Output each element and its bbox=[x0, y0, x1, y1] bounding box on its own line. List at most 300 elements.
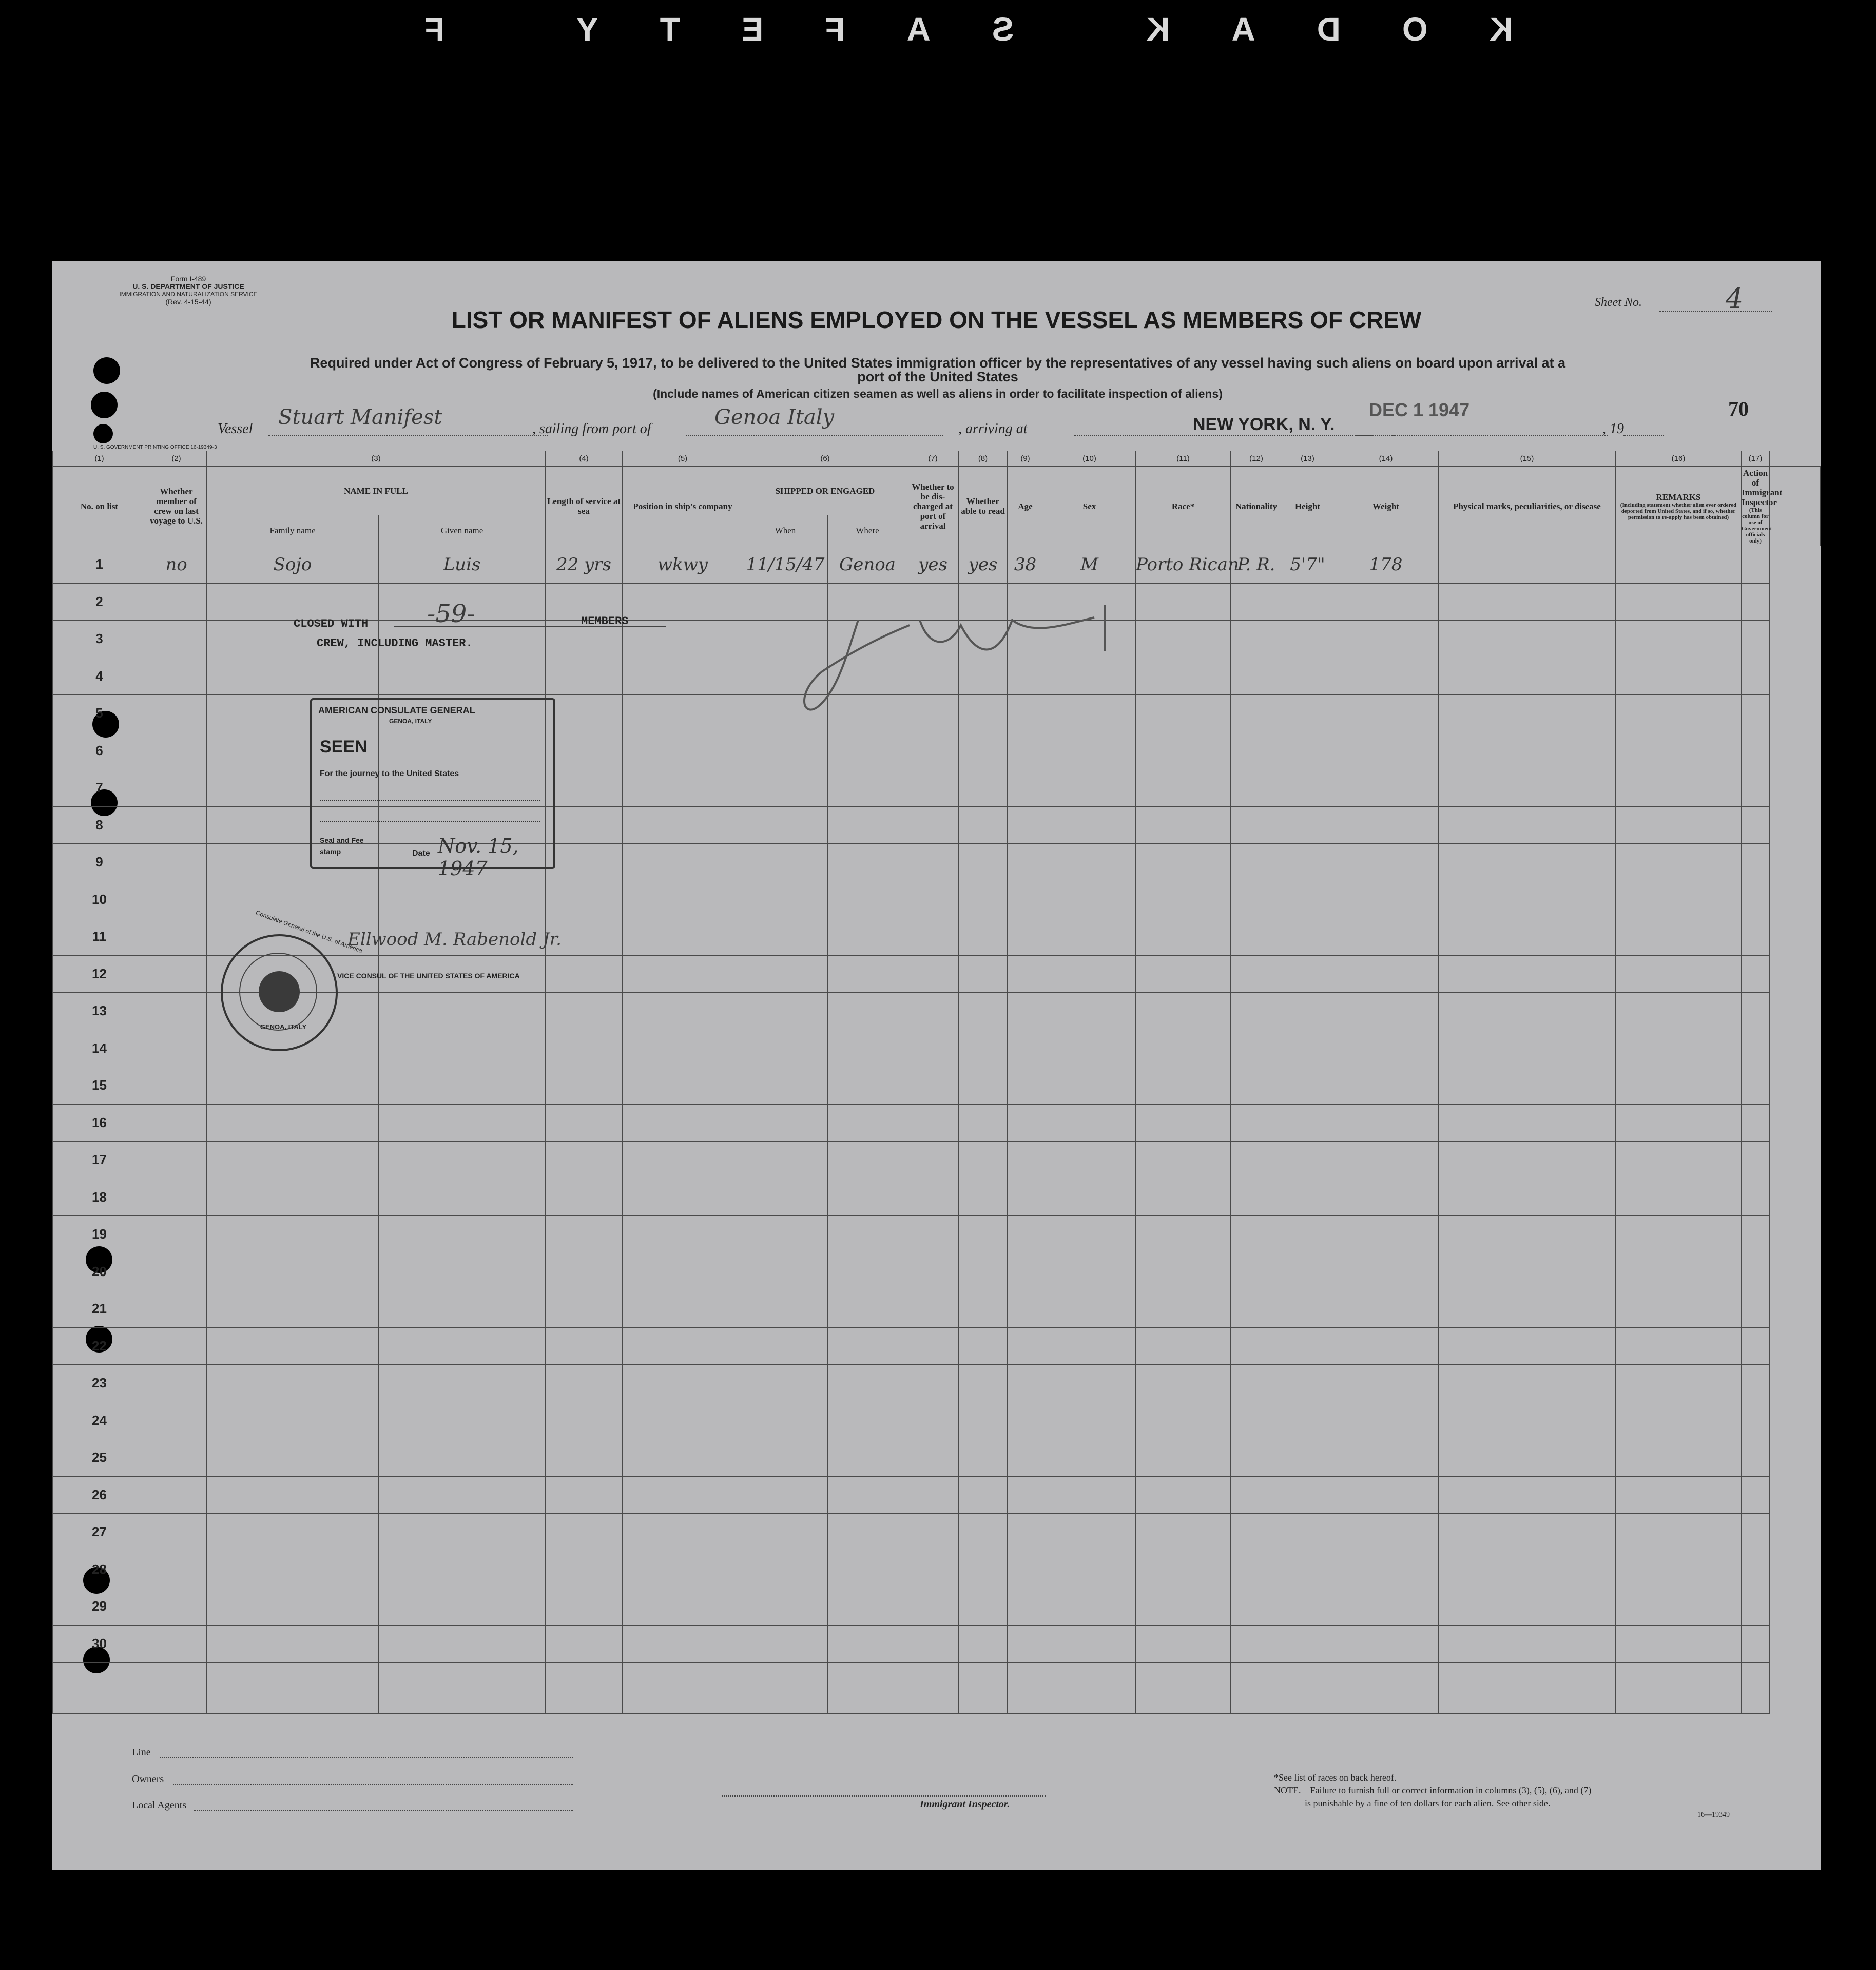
row-number: 26 bbox=[53, 1476, 146, 1514]
cell-last-voyage bbox=[146, 695, 207, 732]
cell-discharged: yes bbox=[907, 546, 959, 584]
penalty-note-1: NOTE.—Failure to furnish full or correct information in columns (3), (5), (6), and (7) bbox=[1274, 1785, 1592, 1795]
cell-empty bbox=[1616, 1402, 1742, 1439]
cell-service bbox=[546, 695, 623, 732]
cell-empty bbox=[1616, 583, 1742, 621]
column-number: (3) bbox=[207, 451, 546, 467]
cell-position bbox=[623, 1551, 743, 1588]
cell-discharged bbox=[907, 844, 959, 881]
cell-empty bbox=[53, 1663, 146, 1714]
cell-when bbox=[743, 1253, 828, 1290]
cell-height bbox=[1282, 1142, 1333, 1179]
cell-when bbox=[743, 1514, 828, 1551]
column-header bbox=[1282, 467, 1333, 546]
cell-race bbox=[1136, 583, 1231, 621]
cell-empty bbox=[1616, 1663, 1742, 1714]
column-number: (10) bbox=[1043, 451, 1136, 467]
cell-given bbox=[379, 1402, 546, 1439]
cell-family bbox=[207, 881, 379, 918]
cell-empty bbox=[1439, 1365, 1616, 1402]
cell-race bbox=[1136, 1104, 1231, 1142]
cell-family bbox=[207, 1142, 379, 1179]
cell-empty bbox=[546, 1663, 623, 1714]
cell-empty bbox=[1282, 1663, 1333, 1714]
cell-weight bbox=[1333, 621, 1439, 658]
cell-discharged bbox=[907, 1253, 959, 1290]
cell-position bbox=[623, 1476, 743, 1514]
cell-where bbox=[828, 1253, 907, 1290]
cell-weight: 178 bbox=[1333, 546, 1439, 584]
cell-empty bbox=[907, 1663, 959, 1714]
cell-where bbox=[828, 1402, 907, 1439]
cell-when bbox=[743, 1588, 828, 1626]
cell-read bbox=[959, 1551, 1008, 1588]
table-row bbox=[53, 1625, 1821, 1663]
cell-last-voyage bbox=[146, 1253, 207, 1290]
cell-empty bbox=[1616, 881, 1742, 918]
cell-last-voyage bbox=[146, 1402, 207, 1439]
cell-read bbox=[959, 918, 1008, 956]
cell-sex: M bbox=[1043, 546, 1136, 584]
inspector-signature-line bbox=[722, 1795, 1046, 1797]
cell-race bbox=[1136, 1030, 1231, 1067]
cell-nationality bbox=[1231, 1179, 1282, 1216]
cell-position bbox=[623, 1253, 743, 1290]
cell-family bbox=[207, 1625, 379, 1663]
cell-last-voyage bbox=[146, 806, 207, 844]
cell-age bbox=[1008, 1327, 1043, 1365]
cell-weight bbox=[1333, 881, 1439, 918]
cell-race: Porto Rican bbox=[1136, 546, 1231, 584]
cell-family bbox=[207, 658, 379, 695]
cell-empty bbox=[743, 1663, 828, 1714]
cell-sex bbox=[1043, 1365, 1136, 1402]
cell-read bbox=[959, 1476, 1008, 1514]
cell-height bbox=[1282, 1365, 1333, 1402]
cell-empty bbox=[1742, 1179, 1770, 1216]
column-number: (1) bbox=[53, 451, 146, 467]
cell-read bbox=[959, 1179, 1008, 1216]
column-subheader: When bbox=[743, 515, 828, 546]
column-header bbox=[1616, 467, 1742, 546]
arrival-date: DEC 1 1947 bbox=[1369, 399, 1470, 420]
cell-empty bbox=[1742, 769, 1770, 807]
cell-height bbox=[1282, 769, 1333, 807]
cell-position bbox=[623, 769, 743, 807]
cell-given bbox=[379, 1551, 546, 1588]
cell-race bbox=[1136, 769, 1231, 807]
column-number: (16) bbox=[1616, 451, 1742, 467]
cell-sex bbox=[1043, 1588, 1136, 1626]
cell-service bbox=[546, 732, 623, 769]
cell-service bbox=[546, 993, 623, 1030]
cell-last-voyage bbox=[146, 1142, 207, 1179]
table-row bbox=[53, 1476, 1821, 1514]
consul-signature: Ellwood M. Rabenold Jr. bbox=[347, 929, 562, 950]
cell-where bbox=[828, 769, 907, 807]
column-number: (9) bbox=[1008, 451, 1043, 467]
column-number: (6) bbox=[743, 451, 907, 467]
stamp-city: GENOA, ITALY bbox=[389, 718, 432, 725]
closed-with-line-2: CREW, INCLUDING MASTER. bbox=[317, 637, 473, 650]
cell-last-voyage bbox=[146, 955, 207, 993]
cell-last-voyage bbox=[146, 1216, 207, 1253]
column-header-label: Age bbox=[1018, 501, 1033, 511]
arriving-line bbox=[1074, 435, 1395, 436]
cell-empty bbox=[828, 1663, 907, 1714]
cell-race bbox=[1136, 1588, 1231, 1626]
cell-age bbox=[1008, 1625, 1043, 1663]
cell-given bbox=[379, 1476, 546, 1514]
subtitle-line-3: (Include names of American citizen seamen as well as aliens in order to facilitate inspection of aliens) bbox=[653, 387, 1223, 400]
cell-nationality bbox=[1231, 1253, 1282, 1290]
cell-empty bbox=[1742, 1216, 1770, 1253]
cell-empty bbox=[1742, 993, 1770, 1030]
row-number: 12 bbox=[53, 955, 146, 993]
cell-discharged bbox=[907, 918, 959, 956]
cell-nationality bbox=[1231, 1625, 1282, 1663]
cell-when bbox=[743, 1104, 828, 1142]
cell-discharged bbox=[907, 1365, 959, 1402]
arriving-port: NEW YORK, N. Y. bbox=[1193, 415, 1335, 434]
cell-given bbox=[379, 658, 546, 695]
column-header-note: (Including statement whether alien ever ordered deported from United States, and if so, whether permission to re-apply has been obtained) bbox=[1620, 501, 1737, 520]
cell-discharged bbox=[907, 1179, 959, 1216]
cell-empty bbox=[1742, 1402, 1770, 1439]
cell-service bbox=[546, 1625, 623, 1663]
manifest-sheet bbox=[52, 261, 1821, 1870]
cell-weight bbox=[1333, 1290, 1439, 1328]
consulate-seal-icon bbox=[221, 934, 338, 1051]
cell-empty bbox=[1439, 546, 1616, 584]
column-number: (4) bbox=[546, 451, 623, 467]
stamp-dotted-2 bbox=[320, 821, 540, 822]
cell-age bbox=[1008, 1365, 1043, 1402]
cell-discharged bbox=[907, 993, 959, 1030]
column-number: (7) bbox=[907, 451, 959, 467]
cell-discharged bbox=[907, 1327, 959, 1365]
cell-service bbox=[546, 1588, 623, 1626]
cell-where bbox=[828, 918, 907, 956]
table-row bbox=[53, 1216, 1821, 1253]
cell-empty bbox=[1616, 1290, 1742, 1328]
closed-with-members: MEMBERS bbox=[581, 615, 629, 628]
cell-service bbox=[546, 1290, 623, 1328]
cell-given bbox=[379, 1253, 546, 1290]
cell-weight bbox=[1333, 1588, 1439, 1626]
cell-empty bbox=[1616, 546, 1742, 584]
cell-race bbox=[1136, 1179, 1231, 1216]
cell-discharged bbox=[907, 1290, 959, 1328]
cell-empty bbox=[1742, 806, 1770, 844]
table-row bbox=[53, 1402, 1821, 1439]
form-header-block bbox=[101, 275, 276, 306]
cell-service bbox=[546, 844, 623, 881]
cell-last-voyage bbox=[146, 1067, 207, 1105]
cell-age bbox=[1008, 732, 1043, 769]
footer-agents-field bbox=[194, 1810, 573, 1811]
column-header: NAME IN FULL bbox=[207, 467, 546, 515]
cell-empty bbox=[1616, 658, 1742, 695]
cell-age bbox=[1008, 1142, 1043, 1179]
cell-empty bbox=[1742, 1439, 1770, 1477]
cell-empty bbox=[1742, 546, 1770, 584]
cell-nationality bbox=[1231, 769, 1282, 807]
cell-sex bbox=[1043, 1551, 1136, 1588]
cell-weight bbox=[1333, 1327, 1439, 1365]
cell-age bbox=[1008, 769, 1043, 807]
cell-position bbox=[623, 1067, 743, 1105]
vessel-line bbox=[268, 435, 548, 436]
cell-race bbox=[1136, 881, 1231, 918]
cell-nationality bbox=[1231, 881, 1282, 918]
column-header-label: Position in ship's company bbox=[633, 501, 732, 511]
cell-sex bbox=[1043, 844, 1136, 881]
cell-empty bbox=[1439, 955, 1616, 993]
cell-position bbox=[623, 1402, 743, 1439]
column-number: (14) bbox=[1333, 451, 1439, 467]
cell-read bbox=[959, 1625, 1008, 1663]
consulate-seen-stamp bbox=[310, 698, 555, 880]
cell-position bbox=[623, 1327, 743, 1365]
cell-position bbox=[623, 881, 743, 918]
cell-sex bbox=[1043, 1104, 1136, 1142]
cell-empty bbox=[1439, 1104, 1616, 1142]
row-number: 30 bbox=[53, 1625, 146, 1663]
row-number: 10 bbox=[53, 881, 146, 918]
cell-age bbox=[1008, 1476, 1043, 1514]
cell-position bbox=[623, 1625, 743, 1663]
closed-with-count: -59- bbox=[427, 600, 475, 628]
column-number: (11) bbox=[1136, 451, 1231, 467]
cell-empty bbox=[1439, 583, 1616, 621]
cell-family bbox=[207, 583, 379, 621]
cell-sex bbox=[1043, 993, 1136, 1030]
cell-empty bbox=[1439, 918, 1616, 956]
cell-when bbox=[743, 1551, 828, 1588]
cell-height bbox=[1282, 1030, 1333, 1067]
column-header bbox=[1439, 467, 1616, 546]
cell-sex bbox=[1043, 1253, 1136, 1290]
cell-empty bbox=[1616, 844, 1742, 881]
cell-last-voyage bbox=[146, 993, 207, 1030]
cell-empty bbox=[1616, 918, 1742, 956]
cell-nationality bbox=[1231, 993, 1282, 1030]
cell-when bbox=[743, 1142, 828, 1179]
cell-empty bbox=[1439, 695, 1616, 732]
cell-empty bbox=[1439, 1067, 1616, 1105]
cell-family bbox=[207, 1551, 379, 1588]
cell-empty bbox=[1616, 1327, 1742, 1365]
cell-nationality bbox=[1231, 1290, 1282, 1328]
column-header-label: Length of service at sea bbox=[547, 496, 621, 516]
cell-empty bbox=[1742, 881, 1770, 918]
column-header-label: REMARKS bbox=[1656, 492, 1701, 502]
sailing-label: , sailing from port of bbox=[532, 421, 651, 437]
cell-where bbox=[828, 955, 907, 993]
film-edge-text: KODAK SAFETY F bbox=[363, 11, 1513, 48]
cell-when bbox=[743, 955, 828, 993]
cell-empty bbox=[623, 1663, 743, 1714]
cell-height bbox=[1282, 1476, 1333, 1514]
cell-given bbox=[379, 1179, 546, 1216]
cell-family bbox=[207, 1402, 379, 1439]
cell-height bbox=[1282, 918, 1333, 956]
cell-where bbox=[828, 993, 907, 1030]
cell-given bbox=[379, 1104, 546, 1142]
cell-where bbox=[828, 1365, 907, 1402]
cell-empty bbox=[1616, 806, 1742, 844]
cell-weight bbox=[1333, 1439, 1439, 1477]
year-line bbox=[1623, 435, 1664, 436]
cell-last-voyage bbox=[146, 1290, 207, 1328]
cell-race bbox=[1136, 918, 1231, 956]
cell-race bbox=[1136, 1625, 1231, 1663]
cell-discharged bbox=[907, 1476, 959, 1514]
cell-read bbox=[959, 1142, 1008, 1179]
cell-nationality bbox=[1231, 658, 1282, 695]
cell-nationality bbox=[1231, 918, 1282, 956]
cell-empty bbox=[1742, 918, 1770, 956]
punch-hole-icon bbox=[93, 357, 120, 384]
table-row bbox=[53, 1179, 1821, 1216]
cell-empty bbox=[1439, 1142, 1616, 1179]
cell-sex bbox=[1043, 1216, 1136, 1253]
cell-height bbox=[1282, 806, 1333, 844]
cell-given bbox=[379, 1030, 546, 1067]
column-number: (17) bbox=[1742, 451, 1770, 467]
cell-weight bbox=[1333, 1625, 1439, 1663]
row-number: 14 bbox=[53, 1030, 146, 1067]
cell-height bbox=[1282, 1216, 1333, 1253]
cell-age bbox=[1008, 1030, 1043, 1067]
cell-race bbox=[1136, 1067, 1231, 1105]
row-number: 21 bbox=[53, 1290, 146, 1328]
cell-weight bbox=[1333, 1067, 1439, 1105]
table-row bbox=[53, 1253, 1821, 1290]
cell-service bbox=[546, 769, 623, 807]
cell-empty bbox=[1742, 732, 1770, 769]
cell-race bbox=[1136, 1290, 1231, 1328]
printing-office-note: U. S. GOVERNMENT PRINTING OFFICE 16-19349-3 bbox=[93, 445, 217, 450]
cell-sex bbox=[1043, 1142, 1136, 1179]
stamp-seal-label: Seal and Fee stamp bbox=[320, 836, 364, 856]
column-header bbox=[1043, 467, 1136, 546]
cell-nationality bbox=[1231, 1514, 1282, 1551]
cell-age bbox=[1008, 1439, 1043, 1477]
cell-sex bbox=[1043, 955, 1136, 993]
seal-text: Consulate General of the U.S. of America bbox=[255, 909, 363, 955]
cell-last-voyage bbox=[146, 918, 207, 956]
cell-empty bbox=[1742, 1142, 1770, 1179]
cell-empty bbox=[1439, 1402, 1616, 1439]
cell-weight bbox=[1333, 732, 1439, 769]
row-number: 16 bbox=[53, 1104, 146, 1142]
row-number: 22 bbox=[53, 1327, 146, 1365]
cell-where bbox=[828, 1067, 907, 1105]
cell-discharged bbox=[907, 769, 959, 807]
footer-line-field bbox=[160, 1757, 573, 1758]
cell-empty bbox=[1616, 1365, 1742, 1402]
table-row bbox=[53, 1514, 1821, 1551]
cell-nationality bbox=[1231, 732, 1282, 769]
cell-when bbox=[743, 844, 828, 881]
cell-nationality bbox=[1231, 1142, 1282, 1179]
cell-empty bbox=[1439, 732, 1616, 769]
cell-sex bbox=[1043, 918, 1136, 956]
cell-discharged bbox=[907, 881, 959, 918]
stamp-dotted-1 bbox=[320, 800, 540, 801]
column-header bbox=[907, 467, 959, 546]
cell-when bbox=[743, 1327, 828, 1365]
cell-service bbox=[546, 1514, 623, 1551]
cell-empty bbox=[1742, 1625, 1770, 1663]
cell-height bbox=[1282, 1402, 1333, 1439]
cell-family bbox=[207, 1514, 379, 1551]
cell-empty bbox=[1742, 583, 1770, 621]
cell-read bbox=[959, 1439, 1008, 1477]
cell-empty bbox=[1439, 1327, 1616, 1365]
cell-empty bbox=[1439, 769, 1616, 807]
cell-last-voyage bbox=[146, 583, 207, 621]
cell-weight bbox=[1333, 918, 1439, 956]
column-number: (8) bbox=[959, 451, 1008, 467]
cell-height bbox=[1282, 1625, 1333, 1663]
cell-nationality bbox=[1231, 1551, 1282, 1588]
cell-when bbox=[743, 1439, 828, 1477]
row-number: 25 bbox=[53, 1439, 146, 1477]
cell-empty bbox=[1742, 1588, 1770, 1626]
column-header-label: Physical marks, peculiarities, or disease bbox=[1453, 501, 1601, 511]
sheet-number-value: 4 bbox=[1726, 282, 1744, 315]
cell-weight bbox=[1333, 583, 1439, 621]
page-number: 70 bbox=[1728, 397, 1749, 420]
cell-race bbox=[1136, 732, 1231, 769]
column-header bbox=[1008, 467, 1043, 546]
cell-empty bbox=[1439, 1625, 1616, 1663]
eagle-icon bbox=[259, 971, 300, 1012]
cell-where bbox=[828, 1439, 907, 1477]
cell-sex bbox=[1043, 1402, 1136, 1439]
cell-weight bbox=[1333, 695, 1439, 732]
cell-given: Luis bbox=[379, 546, 546, 584]
column-subheader: Where bbox=[828, 515, 907, 546]
cell-service bbox=[546, 1439, 623, 1477]
row-number: 1 bbox=[53, 546, 146, 584]
row-number: 5 bbox=[53, 695, 146, 732]
cell-position bbox=[623, 844, 743, 881]
cell-empty bbox=[1439, 1030, 1616, 1067]
cell-weight bbox=[1333, 806, 1439, 844]
cell-sex bbox=[1043, 1290, 1136, 1328]
cell-nationality bbox=[1231, 806, 1282, 844]
cell-given bbox=[379, 1439, 546, 1477]
cell-height bbox=[1282, 1104, 1333, 1142]
column-header-label: Race* bbox=[1171, 501, 1195, 511]
cell-service: 22 yrs bbox=[546, 546, 623, 584]
cell-where bbox=[828, 1551, 907, 1588]
cell-last-voyage bbox=[146, 1476, 207, 1514]
cell-age bbox=[1008, 1290, 1043, 1328]
cell-nationality bbox=[1231, 1588, 1282, 1626]
cell-family bbox=[207, 1216, 379, 1253]
cell-weight bbox=[1333, 993, 1439, 1030]
cell-race bbox=[1136, 955, 1231, 993]
cell-where bbox=[828, 1327, 907, 1365]
cell-nationality bbox=[1231, 583, 1282, 621]
cell-race bbox=[1136, 1365, 1231, 1402]
cell-last-voyage: no bbox=[146, 546, 207, 584]
